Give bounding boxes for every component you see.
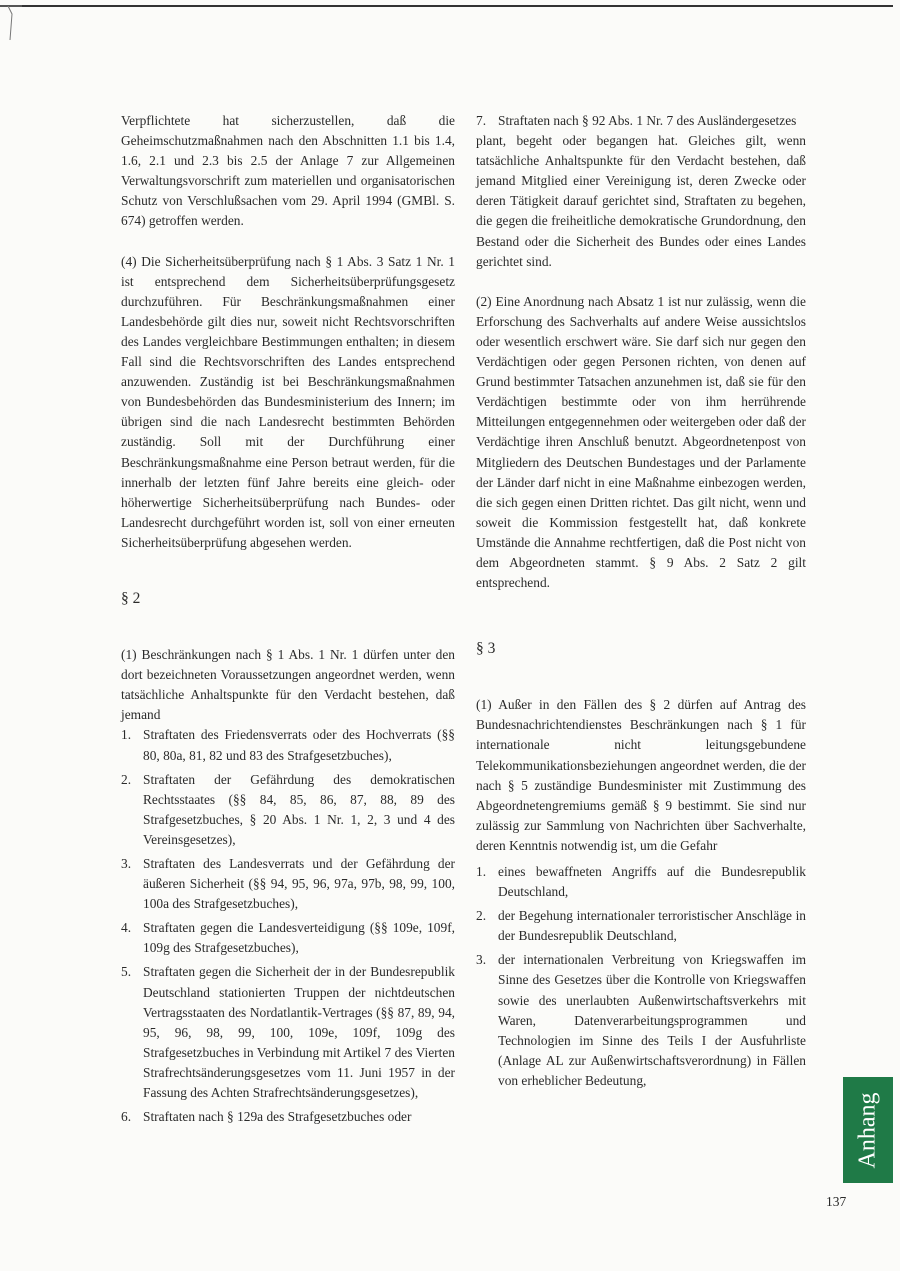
section-2-paragraph-2: (2) Eine Anordnung nach Absatz 1 ist nur zulässig, wenn die Erforschung des Sachverhalts auf andere Weise aussichtslos oder wesentlich erschwert wäre. Sie darf sich nur gegen den Verdächtigen oder gegen Personen richten, von denen auf Grund bestimmter Tatsachen anzunehmen ist, daß sie für den Verdächtigen bestimmte oder von ihm herrührende Mitteilungen entgegennehmen oder weitergeben oder daß der Verdächtige ihren Anschluß benutzt. Abgeordnetenpost von Mitgliedern des Deutschen Bundestages und der Parlamente der Länder darf nicht in eine Maßnahme einbezogen werden, die sich gegen einen Dritten richtet. Das gilt nicht, wenn und soweit die Kommission festgestellt hat, daß konkrete Umstände die Annahme rechtfertigen, daß die Post nicht von dem Abgeordneten stammt. § 9 Abs. 2 Satz 2 gilt entsprechend.	[476, 293, 806, 591]
list-item: 7. Straftaten nach § 92 Abs. 1 Nr. 7 des Ausländergesetzes	[476, 113, 797, 128]
list-item: 2. Straftaten der Gefährdung des demokratischen Rechtsstaates (§§ 84, 85, 86, 87, 88, 89 des Strafgesetzbuches, § 20 Abs. 1 Nr. 1, 2, 3 und 4 des Vereinsgesetzes),	[121, 771, 455, 847]
list-item: 2. der Begehung internationaler terroristischer Anschläge in der Bundesrepublik Deutschland,	[476, 908, 806, 944]
list-item: 3. der internationalen Verbreitung von Kriegswaffen im Sinne des Gesetzes über die Kontrolle von Kriegswaffen sowie des unerlaubten Außenwirtschaftsverkehrs mit Waren, Datenverarbeitungsprogrammen und Technologien im Sinne des Teils I der Ausfuhrliste (Anlage AL zur Außenwirtschaftsverordnung) in Fällen von erheblicher Bedeutung,	[476, 952, 806, 1088]
list-item: 1. eines bewaffneten Angriffs auf die Bundesrepublik Deutschland,	[476, 864, 806, 900]
danger-list	[476, 862, 806, 1091]
left-column	[121, 111, 455, 1127]
section-2-heading: § 2	[121, 589, 141, 607]
page-number: 137	[826, 1194, 847, 1209]
right-column	[476, 111, 806, 1091]
list-item: 4. Straftaten gegen die Landesverteidigung (§§ 109e, 109f, 109g des Strafgesetzbuches),	[121, 920, 455, 956]
section-3-heading: § 3	[476, 640, 496, 658]
list-item: 3. Straftaten des Landesverrats und der Gefährdung der äußeren Sicherheit (§§ 94, 95, 96, 97a, 97b, 98, 99, 100, 100a des Strafgesetzbuches),	[121, 856, 455, 912]
intro-paragraph: Verpflichtete hat sicherzustellen, daß die Geheimschutzmaßnahmen nach den Abschnitten 1.1 bis 1.4, 1.6, 2.1 und 2.3 bis 2.5 der Anlage 7 zur Allgemeinen Verwaltungsvorschrift zum materiellen und organisatorischen Schutz von Verschlußsachen vom 29. April 1994 (GMBl. S. 674) getroffen werden.	[121, 113, 455, 229]
section-2-paragraph-1: (1) Beschränkungen nach § 1 Abs. 1 Nr. 1 dürfen unter den dort bezeichneten Voraussetzungen angeordnet werden, wenn tatsächliche Anhaltspunkte für den Verdacht bestehen, daß jemand	[121, 647, 455, 723]
offense-list-continued	[476, 111, 806, 131]
top-rule	[0, 5, 893, 7]
continuation-paragraph: plant, begeht oder begangen hat. Gleiches gilt, wenn tatsächliche Anhaltspunkte für den Verdacht bestehen, daß jemand Mitglied einer Vereinigung ist, deren Zwecke oder deren Tätigkeit darauf gerichtet sind, Straftaten zu begehen, die gegen die freiheitliche demokratische Grundordnung, den Bestand oder die Sicherheit des Bundes oder eines Landes gerichtet sind.	[476, 133, 806, 269]
list-item: 1. Straftaten des Friedensverrats oder des Hochverrats (§§ 80, 80a, 81, 82 und 83 des Strafgesetzbuches),	[121, 727, 455, 763]
list-item: 6. Straftaten nach § 129a des Strafgesetzbuches oder	[121, 1109, 412, 1125]
corner-crop-mark	[0, 0, 30, 40]
appendix-side-tab	[843, 1077, 893, 1183]
offense-list	[121, 725, 455, 1127]
list-item: 5. Straftaten gegen die Sicherheit der in der Bundesrepublik Deutschland stationierten Truppen der nichtdeutschen Vertragsstaaten des Nordatlantik-Vertrages (§§ 87, 89, 94, 95, 96, 98, 99, 100, 109e, 109f, 109g des Strafgesetzbuches in Verbindung mit Artikel 7 des Vierten Strafrechtsänderungsgesetzes vom 11. Juni 1957 in der Fassung des Achten Strafrechtsänderungsgesetzes),	[121, 964, 455, 1101]
section-3-paragraph-1: (1) Außer in den Fällen des § 2 dürfen auf Antrag des Bundesnachrichtendienstes Beschränkungen nach § 1 für internationale nicht leitungsgebundene Telekommunikationsbeziehungen angeordnet werden, die der nach § 5 zuständige Bundesminister mit Zustimmung des Abgeordnetengremiums gemäß § 9 bestimmt. Sie sind nur zulässig zur Sammlung von Nachrichten über Sachverhalte, deren Kenntnis notwendig ist, um die Gefahr	[476, 697, 806, 853]
paragraph-4: (4) Die Sicherheitsüberprüfung nach § 1 Abs. 3 Satz 1 Nr. 1 ist entsprechend dem Sicherheitsüberprüfungsgesetz durchzuführen. Für Beschränkungsmaßnahmen einer Landesbehörde gilt dies nur, soweit nicht Rechtsvorschriften des Landes vergleichbare Bestimmungen enthalten; in diesem Fall sind die Rechtsvorschriften des Landes entsprechend anzuwenden. Zuständig ist bei Beschränkungsmaßnahmen von Bundesbehörden das Bundesministerium des Innern; im übrigen sind die nach Landesrecht bestimmten Behörden zuständig. Soll mit der Durchführung einer Beschränkungsmaßnahme eine Person betraut werden, für die innerhalb der letzten fünf Jahre bereits eine gleich- oder höherwertige Sicherheitsüberprüfung nach Bundes- oder Landesrecht durchgeführt worden ist, soll von einer erneuten Sicherheitsüberprüfung abgesehen werden.	[121, 253, 455, 550]
appendix-tab-label: Anhang	[854, 1092, 881, 1168]
